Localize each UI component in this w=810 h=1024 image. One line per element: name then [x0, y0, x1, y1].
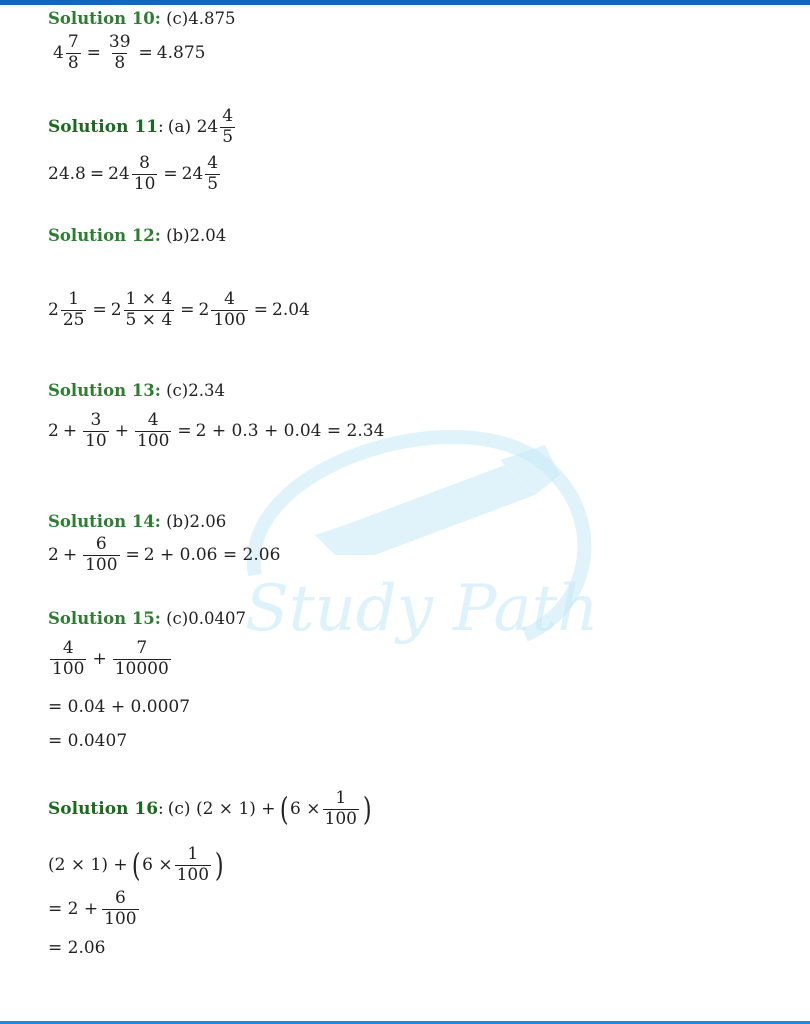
fraction: $\frac{39}{8}$: [108, 32, 131, 73]
top-accent-bar: [0, 0, 810, 5]
solution-14-label: Solution 14:: [48, 512, 161, 531]
watermark-text: Study Path: [245, 572, 599, 646]
solution-10-equation: 4 $\frac{7}{8}$ = $\frac{39}{8}$ = 4.875: [53, 32, 206, 73]
solution-11-label: Solution 11: [48, 117, 159, 138]
fraction: $\frac{6}{100}$: [85, 534, 118, 575]
solution-16-line-3: = 2.06: [48, 938, 106, 958]
solution-15-answer: (c)0.0407: [166, 609, 246, 628]
solution-15-label: Solution 15:: [48, 609, 161, 628]
solution-11-answer: (a) 24: [167, 117, 219, 138]
solution-16-line-1: (2 × 1) + ( 6 × $\frac{1}{100}$ ): [48, 844, 224, 885]
solution-11-heading: Solution 11 : (a) 24 $\frac{4}{5}$: [48, 106, 234, 147]
solution-15-line-2: = 0.04 + 0.0007: [48, 697, 191, 717]
solution-15-line-3: = 0.0407: [48, 731, 128, 751]
fraction: $\frac{7}{10000}$: [114, 638, 169, 679]
solution-12-heading: [48, 226, 226, 245]
solution-10-heading: [48, 9, 235, 28]
fraction: $\frac{8}{10}$: [133, 153, 156, 194]
result: 4.875: [156, 43, 206, 64]
fraction: $\frac{4}{100}$: [213, 289, 246, 330]
fraction: $\frac{1}{25}$: [62, 289, 85, 330]
fraction: $\frac{4}{100}$: [52, 638, 85, 679]
fraction: $\frac{3}{10}$: [85, 410, 107, 451]
fraction: $\frac{6}{100}$: [104, 888, 137, 929]
solution-12-label: Solution 12:: [48, 226, 161, 245]
solution-15-equation: $\frac{4}{100}$ + $\frac{7}{10000}$: [52, 638, 169, 679]
solution-13-label: Solution 13:: [48, 381, 161, 400]
fraction: $\frac{1}{100}$: [324, 788, 357, 829]
solution-15-heading: [48, 609, 246, 628]
solution-16-heading: Solution 16 : (c) (2 × 1) + ( 6 × $\frac{1}{100}$ ): [48, 788, 372, 829]
fraction: $\frac{4}{5}$: [222, 106, 234, 147]
solution-10-answer: (c)4.875: [166, 9, 236, 28]
solution-16-line-2: = 2 + $\frac{6}{100}$: [48, 888, 137, 929]
solution-12-answer: (b)2.04: [166, 226, 227, 245]
fraction: $\frac{4}{5}$: [207, 153, 219, 194]
solution-16-answer: (c) (2 × 1) +: [167, 799, 276, 820]
pen-icon: [315, 445, 560, 555]
solution-14-heading: [48, 512, 226, 531]
solution-13-answer: (c)2.34: [166, 381, 225, 400]
solution-10-label: Solution 10:: [48, 9, 161, 28]
solution-11-equation: 24.8 = 24 $\frac{8}{10}$ = 24 $\frac{4}{5}$: [48, 153, 219, 194]
solution-13-heading: [48, 381, 225, 400]
fraction: $\frac{1}{100}$: [176, 844, 210, 885]
solution-14-equation: 2 + $\frac{6}{100}$ = 2 + 0.06 = 2.06: [48, 534, 281, 575]
solution-16-label: Solution 16: [48, 799, 159, 820]
solution-14-answer: (b)2.06: [166, 512, 227, 531]
fraction: $\frac{1 \times 4}{5 \times 4}$: [125, 289, 173, 330]
solution-13-equation: 2 + $\frac{3}{10}$ + $\frac{4}{100}$ = 2 + 0.3 + 0.04 = 2.34: [48, 410, 385, 451]
fraction: $\frac{7}{8}$: [67, 32, 79, 73]
fraction: $\frac{4}{100}$: [136, 410, 170, 451]
solution-12-equation: 2 $\frac{1}{25}$ = 2 $\frac{1 \times 4}{5 \times 4}$ = 2 $\frac{4}{100}$ = 2.04: [48, 289, 310, 330]
whole-number: 4: [53, 43, 64, 64]
